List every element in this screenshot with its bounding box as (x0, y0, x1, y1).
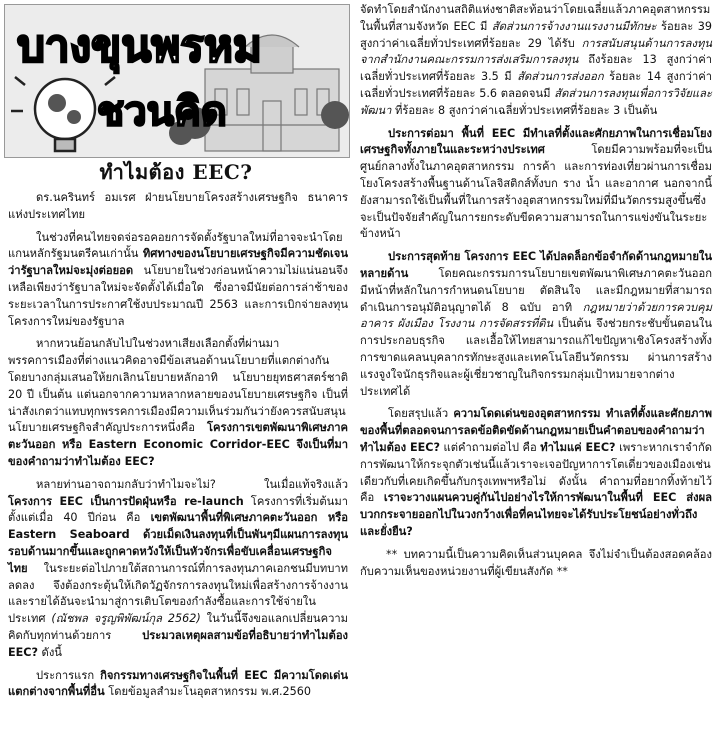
author-line: ดร.นครินทร์ อมเรศ ฝ่ายนโยบายโครงสร้างเศรษฐกิจ ธนาคารแห่งประเทศไทย (8, 191, 348, 221)
paragraph-4: ประการแรก กิจกรรมทางเศรษฐกิจในพื้นที่ EEC มีความโดดเด่นแตกต่างจากพื้นที่อื่น โดยข้อมูลสำมะโนอุตสาหกรรม พ.ศ.2560 (8, 668, 348, 699)
article-title: ทำไมต้อง EEC? (99, 160, 253, 184)
right-column (360, 2, 712, 586)
left-column (8, 190, 348, 707)
paragraph-5: จัดทำโดยสำนักงานสถิติแห่งชาติสะท้อนว่าโดยเฉลี่ยแล้วภาคอุตสาหกรรมในพื้นที่สามจังหวัด EEC มี สัดส่วนการจ้างงานแรงงานมีทักษะ ร้อยละ 39 สูงกว่าค่าเฉลี่ยทั่วประเทศที่ร้อยละ 29 ได้รับ การสนับสนุนด้านการลงทุนจากสำนักงานคณะกรรมการส่งเสริมการลงทุน ถึงร้อยละ 13 สูงกว่าค่าเฉลี่ยทั่วประเทศที่ร้อยละ 3.5 มี สัดส่วนการส่งออก ร้อยละ 14 สูงกว่าค่าเฉลี่ยทั่วประเทศที่ร้อยละ 5.6 ตลอดจนมี สัดส่วนการลงทุนเพื่อการวิจัยและพัฒนา ที่ร้อยละ 8 สูงกว่าค่าเฉลี่ยทั่วประเทศที่ร้อยละ 3 เป็นต้น (360, 3, 712, 117)
banner-title-bottom: ชวนคิด (97, 89, 227, 135)
paragraph-1: ในช่วงที่คนไทยจดจ่อรอคอยการจัดตั้งรัฐบาลใหม่ที่อาจจะนำโดยแกนหลักรัฐมนตรีคนเก่านั้น ทิศทางของนโยบายเศรษฐกิจมีความชัดเจนว่ารัฐบาลใหม่จะมุ่งต่อยอด นโยบายในช่วงก่อนหน้าความไม่แน่นอนจึงเหลือเพียงว่ารัฐบาลใหม่จะจัดตั้งได้เมื่อใด ซึ่งอาจมีนัยต่อการล่าช้าของระยะเวลาในการประกาศใช้งบประมาณปี 2563 และการเบิกจ่ายลงทุนโครงการใหม่ของรัฐบาล (8, 230, 348, 328)
disclaimer-note: ** บทความนี้เป็นความคิดเห็นส่วนบุคคล จึงไม่จำเป็นต้องสอดคล้องกับความเห็นของหน่วยงานที่ผู้เขียนสังกัด ** (360, 547, 712, 578)
paragraph-2: หากหวนย้อนกลับไปในช่วงหาเสียงเลือกตั้งที่ผ่านมาพรรคการเมืองที่ต่างแนวคิดอาจมีข้อเสนอด้านนโยบายที่แตกต่างกัน โดยบางกลุ่มเสนอให้ยกเลิกนโยบายหลักอาทิ นโยบายยุทธศาสตร์ชาติ 20 ปี เป็นต้น แต่นอกจากความหลากหลายของนโยบายเศรษฐกิจ เป็นที่น่าสังเกตว่าแทบทุกพรรคการเมืองมีความเห็นร่วมกันว่ายังควรสนับสนุนนโยบายเศรษฐกิจสำคัญประการหนึ่งคือ โครงการเขตพัฒนาพิเศษภาคตะวันออก หรือ Eastern Economic Corridor-EEC จึงเป็นที่มาของคำถามว่าทำไมต้อง EEC? (8, 337, 348, 468)
banner-artwork (5, 5, 349, 157)
banner-title-top: บางขุนพรหม (17, 21, 262, 72)
paragraph-3: หลายท่านอาจถามกลับว่าทำไมจะไม่? ในเมื่อแท้จริงแล้ว โครงการ EEC เป็นการปัดฝุ่นหรือ re-launch โครงการที่เริ่มต้นมาตั้งแต่เมื่อ 40 ปีก่อน คือ เขตพัฒนาพื้นที่พิเศษภาคตะวันออก หรือ Eastern Seaboard ด้วยเม็ดเงินลงทุนที่เป็นพันๆมีแผนการลงทุนรอบด้านมากขึ้นและถูกคาดหวังให้เป็นหัวจักรเพื่อขับเคลื่อนเศรษฐกิจไทย ในระยะต่อไปภายใต้สถานการณ์ที่การลงทุนภาคเอกชนมีบทบาทลดลง จึงต้องกระตุ้นให้เกิดวัฏจักรการลงทุนใหม่เพื่อสร้างการจ้างงานและรายได้อันจะนำมาสู่การเติบโตของกำลังซื้อและการใช้จ่ายในประเทศ (ณัชพล จรูญพิพัฒน์กุล 2562) ในวันนี้จึงขอแลกเปลี่ยนความคิดกับทุกท่านด้วยการ ประมวลเหตุผลสามข้อที่อธิบายว่าทำไมต้อง EEC? ดังนี้ (8, 477, 349, 659)
paragraph-6: ประการต่อมา พื้นที่ EEC มีทำเลที่ตั้งและศักยภาพในการเชื่อมโยงเศรษฐกิจทั้งภายในและระหว่างประเทศ โดยมีความพร้อมที่จะเป็นศูนย์กลางทั้งในภาคอุตสาหกรรม การค้า และการท่องเที่ยวผ่านการเชื่อมโยงโครงสร้างพื้นฐานด้านโลจิสติกส์ทั้งบก ราง น้ำ และอากาศ นอกจากนี้ยังสามารถใช้เป็นพื้นที่ในการสร้างอุตสาหกรรมใหม่ที่มีนวัตกรรมสูงขึ้นซึ่งจะเป็นปัจจัยสำคัญในการยกระดับขีดความสามารถในการแข่งขันในระยะข้างหน้า (360, 126, 712, 241)
paragraph-8: โดยสรุปแล้ว ความโดดเด่นของอุตสาหกรรม ทำเลที่ตั้งและศักยภาพของพื้นที่ตลอดจนการลดข้อติดขัดด้านกฎหมายเป็นคำตอบของคำถามว่าทำไมต้อง EEC? แต่คำถามต่อไป คือ ทำไมแค่ EEC? เพราะหากเราจำกัดการพัฒนาให้กระจุกตัวเช่นนี้แล้วเราจะเจอปัญหาการโตเดี่ยวของเมืองเช่นเดียวกับที่เคยเกิดขึ้นกับกรุงเทพฯหรือไม่ ดังนั้น คำถามที่อยากทิ้งท้ายไว้ คือ เราจะวางแผนควบคู่กันไปอย่างไรให้การพัฒนาในพื้นที่ EEC ส่งผลบวกกระจายออกไปในวงกว้างเพื่อที่คนไทยจะได้รับประโยชน์อย่างทั่วถึงและยั่งยืน? (360, 407, 713, 538)
paragraph-7: ประการสุดท้าย โครงการ EEC ได้ปลดล็อกข้อจำกัดด้านกฎหมายในหลายด้าน โดยคณะกรรมการนโยบายเขตพัฒนาพิเศษภาคตะวันออก มีหน้าที่หลักในการกำหนดนโยบาย ตัดสินใจ และมีกฎหมายที่สามารถดำเนินการอนุมัติอนุญาตได้ 8 ฉบับ อาทิ กฎหมายว่าด้วยการควบคุมอาคาร ผังเมือง โรงงาน การจัดสรรที่ดิน เป็นต้น จึงช่วยกระชับขั้นตอนในการประกอบธุรกิจ และเอื้อให้ไทยสามารถแก้ไขปัญหาเชิงโครงสร้างทั้งการขาดแคลนบุคลากรทักษะสูงและเทคโนโลยีนวัตกรรม ผ่านการสร้างแรงจูงใจนักธุรกิจและผู้เชี่ยวชาญในกิจกรรมกลุ่มเป้าหมายจากต่างประเทศได้ (360, 250, 713, 398)
column-banner (4, 4, 350, 158)
